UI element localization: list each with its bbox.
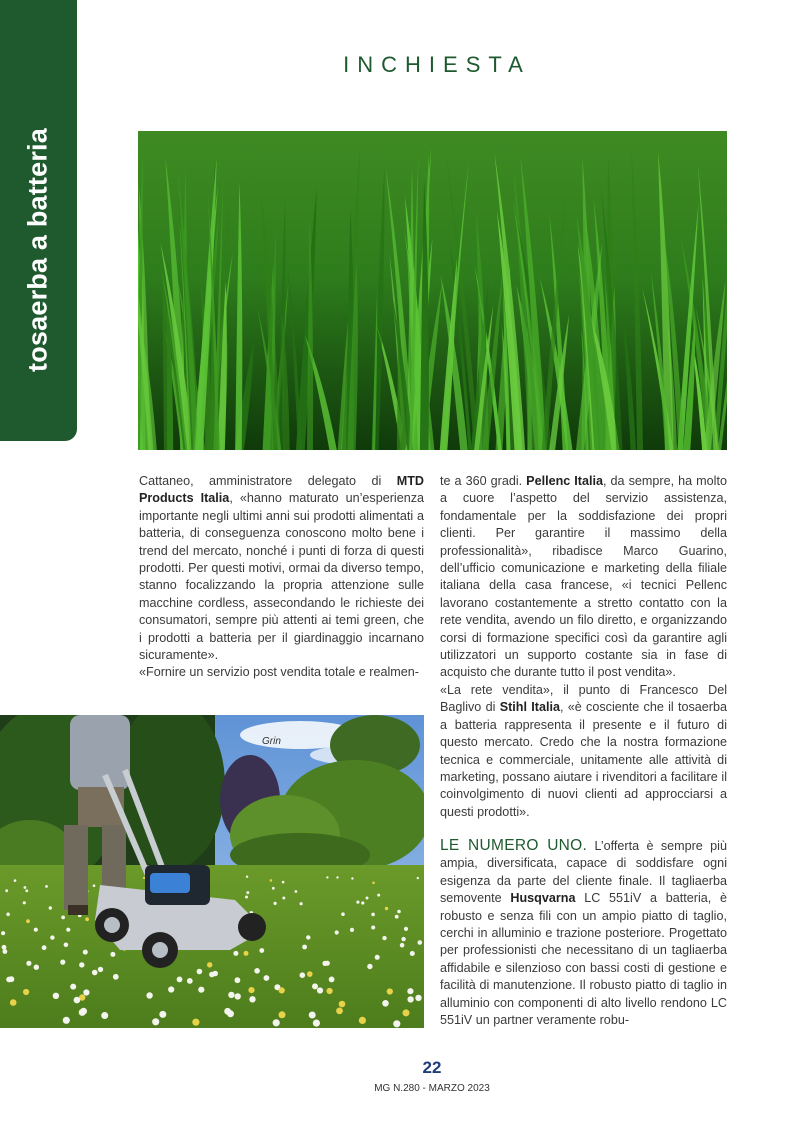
paragraph xyxy=(139,473,424,664)
lawnmower-photo xyxy=(0,715,424,1028)
text-run: «La rete vendita», il punto di Francesco Del Baglivo di xyxy=(440,682,727,715)
article-column-right-bottom xyxy=(440,837,727,1029)
article-column-right xyxy=(440,473,727,821)
text-run: LC 551iV a batteria, è robusto e senza fili con un ampio piatto di taglio, cerchi in alluminio e trazione posteriore. Progettato per professionisti che necessitano di un tagliaerba affidabile e silenzioso con bassi costi di gestione e facilità di manutenzione. Il robusto piatto di taglio in alluminio con componenti di alto livello rendono LC 551iV un partner veramente robu- xyxy=(440,891,727,1028)
article-column-left xyxy=(139,473,424,682)
text-run: L’offerta è sempre più ampia, diversificata, capace di soddisfare ogni esigenza da parte del cliente finale. Il tagliaerba semovente xyxy=(440,839,727,906)
text-run: te a 360 gradi. xyxy=(440,474,527,488)
paragraph: «Fornire un servizio post vendita totale e realmen- xyxy=(139,665,420,680)
side-tab-label: tosaerba a batteria xyxy=(22,128,53,372)
page-number: 22 xyxy=(422,1058,442,1077)
company-name: Stihl Italia xyxy=(499,700,560,715)
section-title: INCHIESTA xyxy=(343,52,531,77)
paragraph xyxy=(440,682,727,821)
issue-footer: MG N.280 - MARZO 2023 xyxy=(374,1083,490,1094)
company-name: MTD Products Italia xyxy=(139,474,424,506)
paragraph xyxy=(440,837,727,1029)
company-name: Pellenc Italia xyxy=(526,474,604,488)
text-run: , da sempre, ha molto a cuore l’aspetto del servizio assistenza, fondamentale per la soddisfazione dei propri clienti. Per garantire il massimo della professionalità», ribadisce Marco Guarino, dell’ufficio comunicazione e marketing della filiale italiana della casa francese, «i tecnici Pellenc lavorano costantemente a stretto contatto con la rete vendita, avendo un filo diretto, e organizzando corsi di formazione specifici così da garantire agli utilizzatori un supporto costante sia in fase di acquisto che durante tutto il post vendita». xyxy=(440,474,727,680)
grass-hero-image xyxy=(138,131,727,450)
brand-name: Husqvarna xyxy=(510,891,576,906)
paragraph xyxy=(440,473,727,682)
text-run: , «è cosciente che il tosaerba a batteria rappresenta il presente e il futuro di questo mercato. Credo che la nostra formazione tecnica e commerciale, unitamente alle attività di marketing, possano aiutare i rivenditori a facilitare il coinvolgimento di nuovi clienti ad approcciarsi a questi prodotti». xyxy=(440,700,728,819)
text-run: Cattaneo, amministratore delegato di xyxy=(139,474,397,488)
photo-credit: Grin xyxy=(262,736,281,747)
text-run: , «hanno maturato un’esperienza importante negli ultimi anni sui prodotti alimentati a batteria, di conseguenza conoscono molto bene i trend del mercato, nonché i punti di forza di questi prodotti. Per questi motivi, ormai da diverso tempo, stanno focalizzando la propria attenzione sulle macchine cordless, assecondando le richieste dei consumatori, sempre più attenti ai temi green, che i prodotti a batteria per il giardinaggio incarnano sicuramente». xyxy=(139,491,425,663)
section-lead: LE NUMERO UNO. xyxy=(440,837,588,854)
